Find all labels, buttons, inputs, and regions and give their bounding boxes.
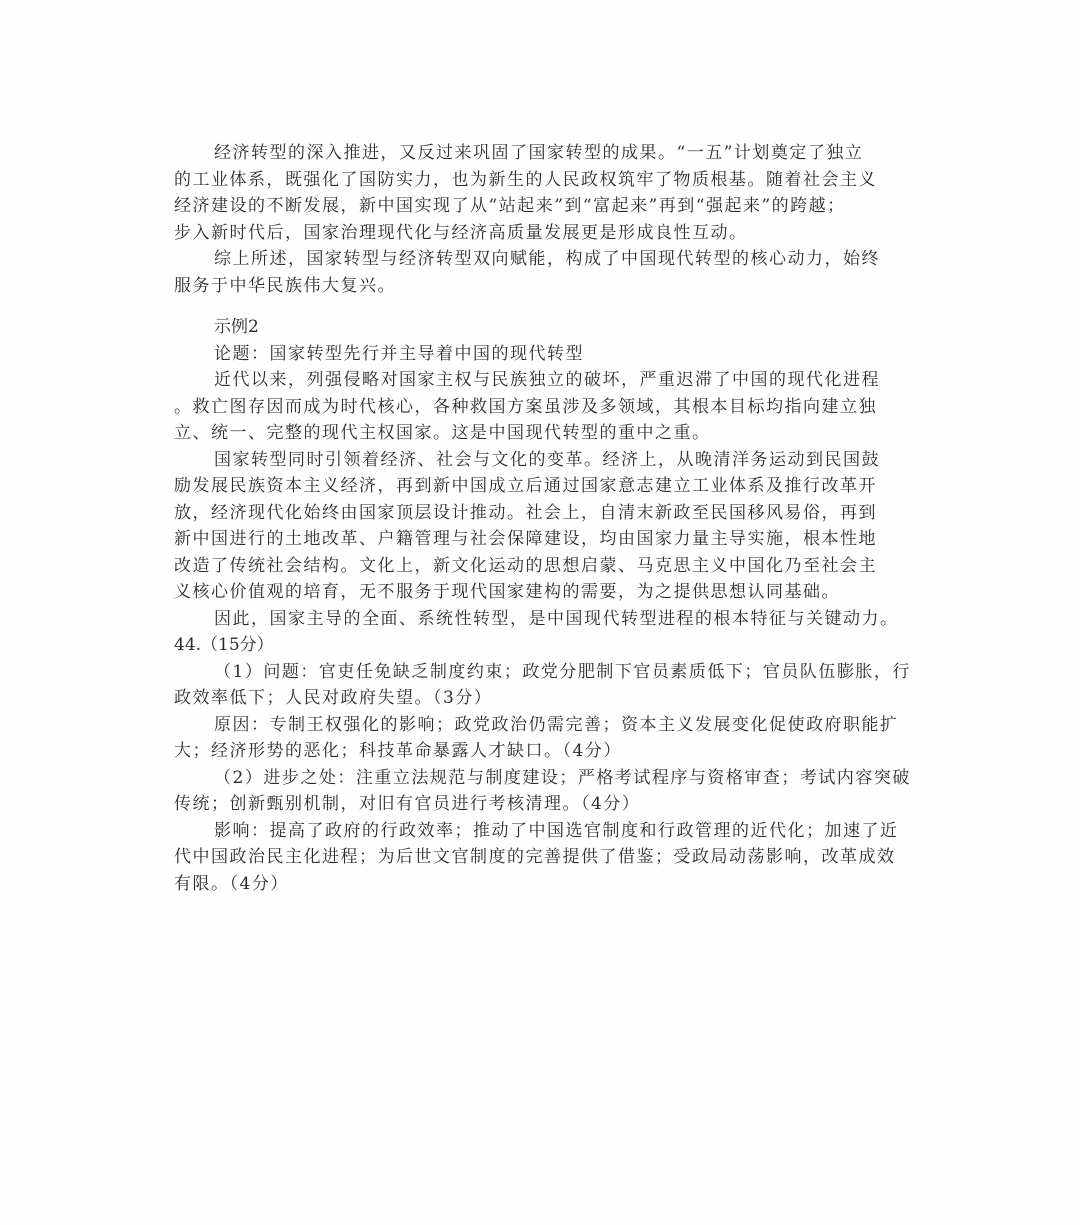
answer-line: 有限。（4分） xyxy=(174,873,289,894)
answer-line: 影响：提高了政府的行政效率；推动了中国选官制度和行政管理的近代化；加速了近 xyxy=(214,820,899,841)
paragraph-line: 因此，国家主导的全面、系统性转型，是中国现代转型进程的根本特征与关键动力。 xyxy=(214,608,899,629)
answer-line: 大；经济形势的恶化；科技革命暴露人才缺口。（4分） xyxy=(174,741,622,761)
answer-line: （2）进步之处：注重立法规范与制度建设；严格考试程序与资格审查；考试内容突破 xyxy=(214,767,911,788)
paragraph-line: 新中国进行的土地改革、户籍管理与社会保障建设，均由国家力量主导实施，根本性地 xyxy=(174,529,877,549)
paragraph-line: 经济建设的不断发展，新中国实现了从“站起来”到“富起来”再到“强起来”的跨越； xyxy=(174,196,846,216)
paragraph-line: 励发展民族资本主义经济，再到新中国成立后通过国家意志建立工业体系及推行改革开 xyxy=(174,476,877,496)
answer-line: 原因：专制王权强化的影响；政党政治仍需完善；资本主义发展变化促使政府职能扩 xyxy=(214,714,899,735)
paragraph-line: 近代以来，列强侵略对国家主权与民族独立的破坏，严重迟滞了中国的现代化进程 xyxy=(214,370,880,390)
answer-line: 代中国政治民主化进程；为后世文官制度的完善提供了借鉴；受政局动荡影响，改革成效 xyxy=(174,847,896,867)
example-heading: 示例2 xyxy=(214,317,259,337)
paragraph-line: 综上所述，国家转型与经济转型双向赋能，构成了中国现代转型的核心动力，始终 xyxy=(214,249,880,269)
paragraph-line: 步入新时代后，国家治理现代化与经济高质量发展更是形成良性互动。 xyxy=(174,222,748,243)
answer-line: 传统；创新甄别机制，对旧有官员进行考核清理。（4分） xyxy=(174,794,641,814)
paragraph-line: 经济转型的深入推进，又反过来巩固了国家转型的成果。“一五”计划奠定了独立 xyxy=(214,143,864,163)
document-body xyxy=(174,140,914,897)
paragraph-line: 放，经济现代化始终由国家顶层设计推动。社会上，自清末新政至民国移风易俗，再到 xyxy=(174,502,877,523)
paragraph-line: 立、统一、完整的现代主权国家。这是中国现代转型的重中之重。 xyxy=(174,423,711,443)
answer-line: （1）问题：官吏任免缺乏制度约束；政党分肥制下官员素质低下；官员队伍膨胀，行 xyxy=(214,661,911,682)
answer-line: 政效率低下；人民对政府失望。（3分） xyxy=(174,688,493,708)
question-number: 44.（15分） xyxy=(174,635,274,655)
paragraph-line: 。救亡图存因而成为时代核心，各种救国方案虽涉及多领域，其根本目标均指向建立独 xyxy=(174,396,877,417)
paragraph-line: 服务于中华民族伟大复兴。 xyxy=(174,275,396,296)
paragraph-line: 的工业体系，既强化了国防实力，也为新生的人民政权筑牢了物质根基。随着社会主义 xyxy=(174,169,877,190)
paragraph-line: 国家转型同时引领着经济、社会与文化的变革。经济上，从晚清洋务运动到民国鼓 xyxy=(214,449,880,470)
thesis-line: 论题：国家转型先行并主导着中国的现代转型 xyxy=(214,343,584,364)
paragraph-line: 改造了传统社会结构。文化上，新文化运动的思想启蒙、马克思主义中国化乃至社会主 xyxy=(174,555,877,576)
paragraph-line: 义核心价值观的培育，无不服务于现代国家建构的需要，为之提供思想认同基础。 xyxy=(174,582,840,602)
